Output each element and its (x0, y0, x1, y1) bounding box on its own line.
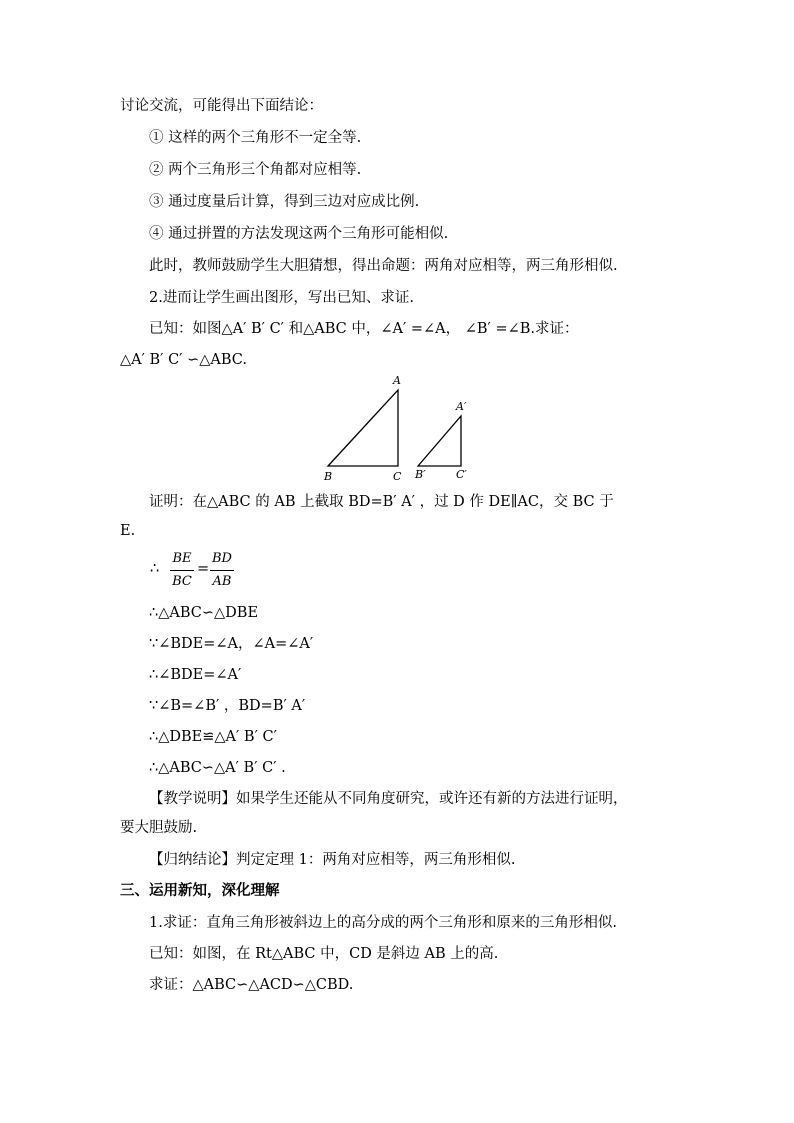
paragraph-draw: 2.进而让学生画出图形，写出已知、求证. (149, 290, 414, 306)
summary-conclusion: 【归纳结论】判定定理 1：两角对应相等，两三角形相似. (149, 852, 516, 868)
teaching-note-2: 要大胆鼓励. (120, 820, 198, 836)
label-a: A (393, 374, 401, 387)
proof-step-5: ∴△DBE≌△A′ B′ C′ (149, 729, 277, 745)
section-heading: 三、运用新知，深化理解 (120, 882, 280, 899)
label-a-prime: A′ (456, 400, 467, 413)
conclusion-item-2: ② 两个三角形三个角都对应相等. (149, 162, 362, 178)
triangle-a-prime (418, 416, 461, 466)
proof-step-3: ∴∠BDE=∠A′ (149, 667, 242, 683)
denominator-bc: BC (172, 574, 192, 589)
teaching-note-1: 【教学说明】如果学生还能从不同角度研究，或许还有新的方法进行证明， (149, 791, 628, 807)
question-1: 1.求证：直角三角形被斜边上的高分成的两个三角形和原来的三角形相似. (149, 915, 617, 931)
question-prove: 求证：△ABC∽△ACD∽△CBD. (149, 977, 354, 993)
proof-step-1: ∴△ABC∽△DBE (149, 605, 259, 621)
triangles-figure (318, 368, 478, 486)
therefore-symbol: ∴ (150, 561, 160, 577)
proof-step-2: ∵∠BDE=∠A，∠A=∠A′ (149, 636, 314, 652)
question-given: 已知：如图，在 Rt△ABC 中，CD 是斜边 AB 上的高. (149, 946, 499, 962)
fraction-be-bc (170, 549, 194, 592)
label-c: C (393, 470, 402, 483)
triangle-abc (328, 390, 398, 466)
paragraph-given: 已知：如图△A′ B′ C′ 和△ABC 中，∠A′ =∠A， ∠B′ =∠B.求证： (149, 321, 579, 337)
label-b-prime: B′ (415, 468, 426, 481)
numerator-bd: BD (212, 551, 232, 566)
proof-line-2: E. (120, 523, 136, 539)
conclusion-item-4: ④ 通过拼置的方法发现这两个三角形可能相似. (149, 226, 449, 242)
proof-line-1: 证明：在△ABC 的 AB 上截取 BD=B′ A′ ，过 D 作 DE∥AC，交 BC 于 (149, 494, 614, 510)
proof-step-4: ∵∠B=∠B′ ，BD=B′ A′ (149, 698, 306, 714)
label-c-prime: C′ (456, 468, 467, 481)
conclusion-item-3: ③ 通过度量后计算，得到三边对应成比例. (149, 194, 420, 210)
label-b: B (324, 470, 333, 483)
fraction-bd-ab (210, 549, 234, 592)
paragraph-discussion: 讨论交流，可能得出下面结论： (120, 98, 323, 114)
proof-step-6: ∴△ABC∽△A′ B′ C′ . (149, 760, 286, 776)
paragraph-given-cont: △A′ B′ C′ ∽△ABC. (120, 352, 247, 368)
numerator-be: BE (172, 551, 192, 566)
triangles-svg (318, 368, 478, 486)
paragraph-conjecture: 此时，教师鼓励学生大胆猜想，得出命题：两角对应相等，两三角形相似. (149, 258, 618, 274)
denominator-ab: AB (212, 574, 232, 589)
equals-sign: = (197, 561, 210, 577)
conclusion-item-1: ① 这样的两个三角形不一定全等. (149, 130, 362, 146)
